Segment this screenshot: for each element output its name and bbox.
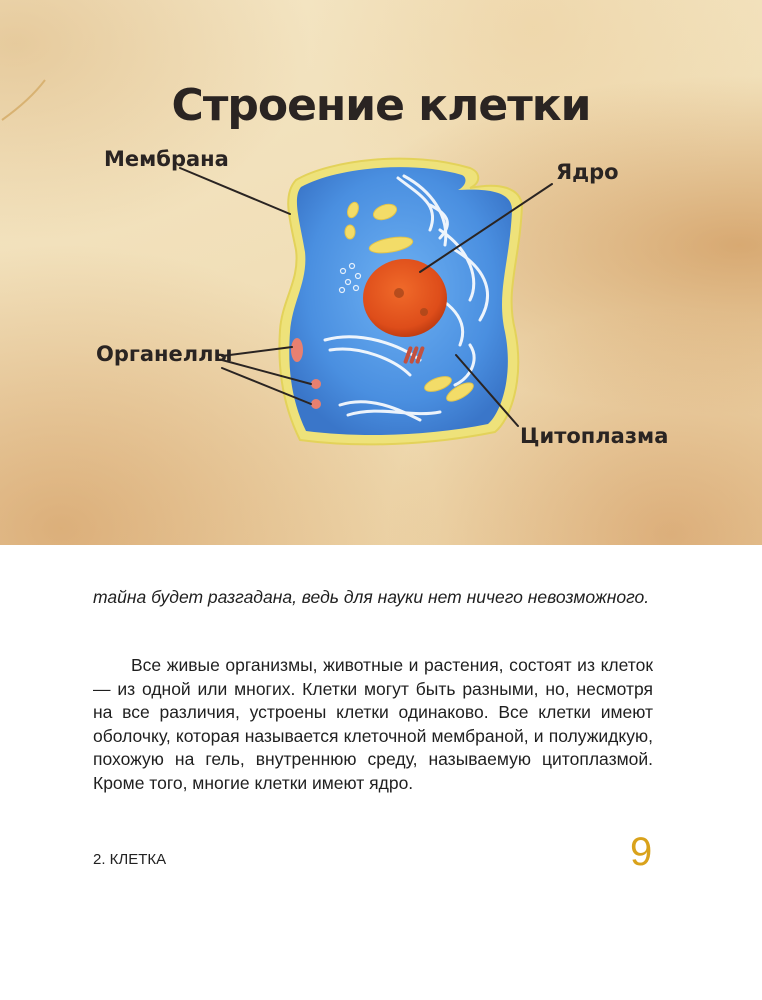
label-organelles: Органеллы (96, 342, 233, 366)
label-membrane: Мембрана (104, 147, 229, 171)
label-nucleus: Ядро (556, 160, 619, 184)
membrane-leader-line (180, 168, 290, 214)
intro-text: тайна будет разгадана, ведь для науки нет ничего невозможного. (93, 587, 650, 607)
nucleus (363, 259, 447, 337)
label-cytoplasm: Цитоплазма (520, 424, 669, 448)
page-number: 9 (630, 830, 653, 874)
diagram-title: Строение клетки (171, 80, 591, 131)
body-paragraph: Все живые организмы, животные и растения, состоят из клеток — из одной или многих. Клетки могут быть разными, но, несмотря на все различия, устроены клетки одинаково. Все клетки имеют оболочку, которая называется клеточной мембраной, и полужидкую, похожую на гель, внутреннюю среду, называемую цитоплазмой. Кроме того, многие клетки имеют ядро. (93, 655, 653, 793)
section-footer: 2. КЛЕТКА (93, 851, 167, 868)
